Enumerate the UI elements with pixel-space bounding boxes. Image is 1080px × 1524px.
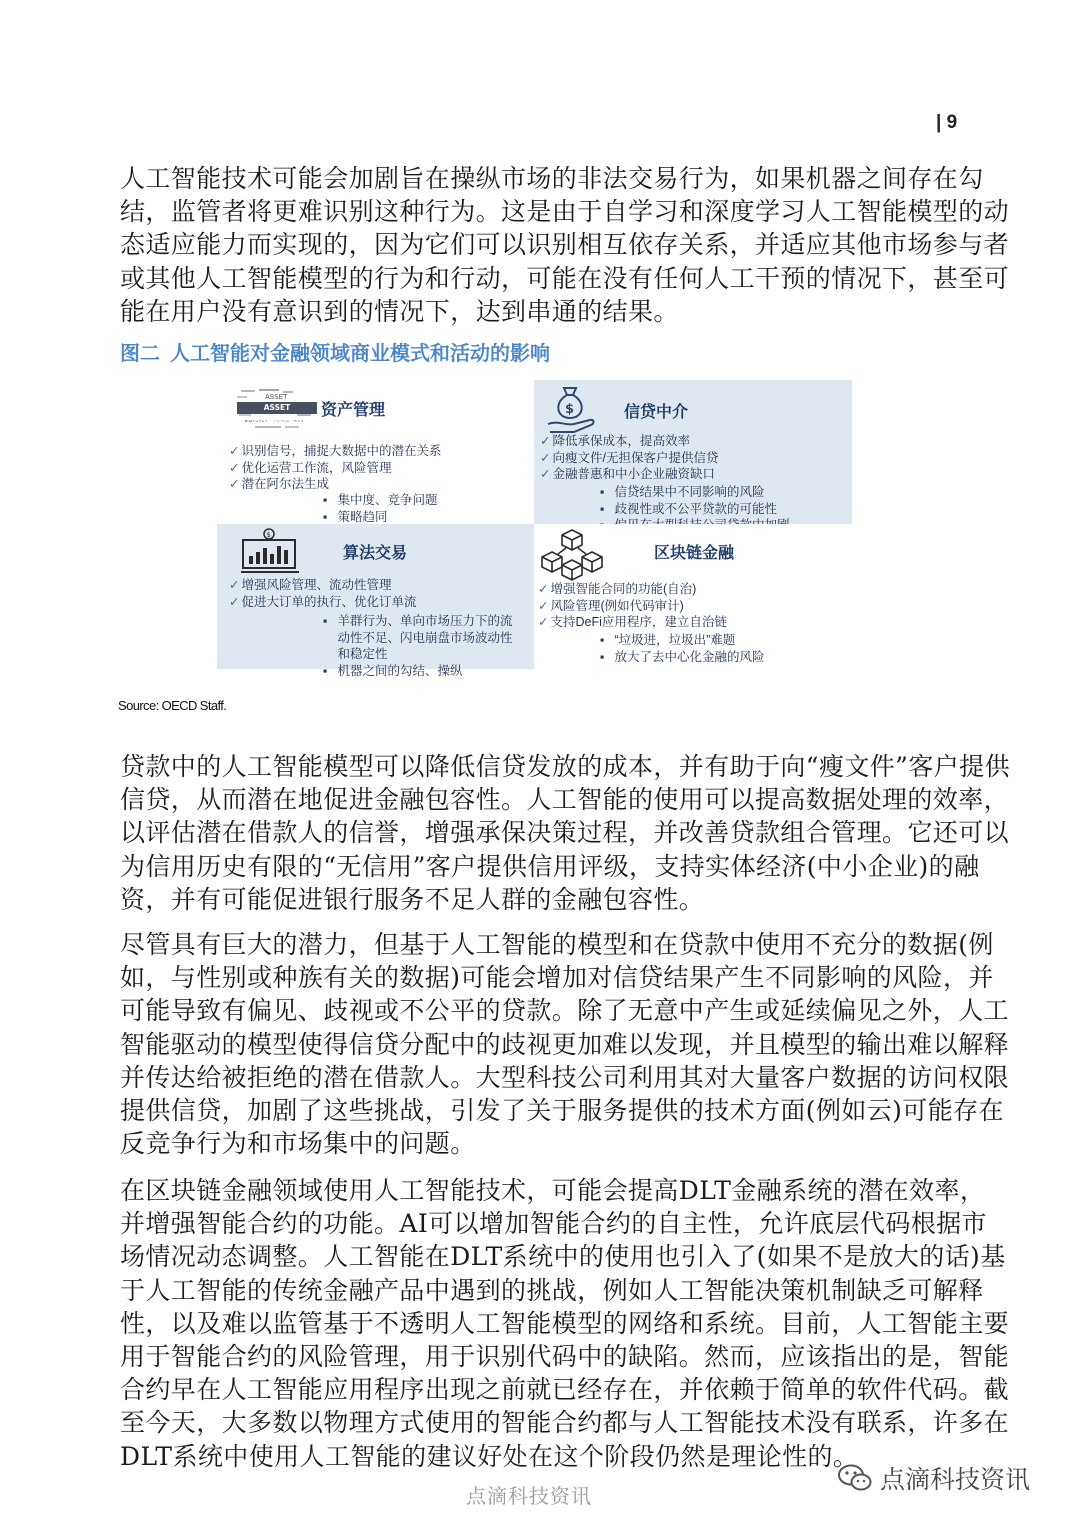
list-item: ✓ 促进大订单的执行、优化订单流 [229, 594, 417, 611]
algo-trading-risks [323, 613, 512, 679]
wechat-icon [838, 1464, 872, 1492]
algo-trading-title: 算法交易 [343, 543, 408, 562]
panel-lending [534, 380, 852, 524]
list-item: 动性不足、闪电崩盘市场波动性 [337, 630, 513, 645]
lending-bullets [540, 433, 718, 483]
list-item: ✓ 支持DeFi应用程序，建立自治链 [538, 614, 727, 631]
list-item: ✓ 优化运营工作流，风险管理 [229, 460, 442, 477]
panel-algo-trading [217, 524, 534, 678]
list-item: ▪ 羊群行为、单向市场压力下的流 [323, 613, 512, 630]
page-number: | 9 [936, 112, 958, 133]
paragraph-blockchain: 在区块链金融领域使用人工智能技术，可能会提高DLT金融系统的潜在效率，并增强智能合约的功能。AI可以增加智能合约的自主性，允许底层代码根据市场情况动态调整。人工智能在DLT系统中的使用也引入了(如果不是放大的话)基于人工智能的传统金融产品中遇到的挑战，例如人工智能决策机制缺乏可解释性，以及难以监管基于不透明人工智能模型的网络和系统。目前，人工智能主要用于智能合约的风险管理，用于识别代码中的缺陷。然而，应该指出的是，智能合约早在人工智能应用程序出现之前就已经存在，并依赖于简单的软件代码。截至今天，大多数以物理方式使用的智能合约都与人工智能技术没有联系，许多在DLT系统中使用人工智能的建议好处在这个阶段仍然是理论性的。 [120, 1176, 1010, 1471]
figure-caption [120, 337, 550, 366]
paragraph-bias-risk: 尽管具有巨大的潜力，但基于人工智能的模型和在贷款中使用不充分的数据(例如，与性别或种族有关的数据)可能会增加对信贷结果产生不同影响的风险，并可能导致有偏见、歧视或不公平的贷款。除了无意中产生或延续偏见之外，人工智能驱动的模型使得信贷分配中的歧视更加难以发现，并且模型的输出难以解释并传达给被拒绝的潜在借款人。大型科技公司利用其对大量客户数据的访问权限提供信贷，加剧了这些挑战，引发了关于服务提供的技术方面(例如云)可能存在反竞争行为和市场集中的问题。 [120, 930, 1010, 1159]
list-item: ✓ 增强风险管理、流动性管理 [229, 577, 417, 594]
list-item: ✓ 识别信号，捕捉大数据中的潜在关系 [229, 443, 442, 460]
asset-management-bullets [229, 443, 442, 493]
list-item: ✓ 潜在阿尔法生成 [229, 476, 442, 493]
list-item: ✓ 增强智能合同的功能(自治) [538, 581, 727, 598]
asset-management-icon-text: ASSET MANAGEMENT [237, 402, 317, 414]
watermark-text: 点滴科技资讯 [466, 1484, 592, 1508]
asset-management-title: 资产管理 [321, 400, 386, 419]
lending-title: 信贷中介 [624, 402, 689, 421]
list-item: ✓ 降低承保成本，提高效率 [540, 433, 718, 450]
algo-trading-bullets [229, 577, 417, 610]
list-item: ✓ 金融普惠和中小企业融资缺口 [540, 466, 718, 483]
panel-blockchain-finance [534, 524, 852, 669]
asset-management-risks [323, 492, 437, 525]
figure-label: 图二 [120, 341, 160, 365]
list-item: ▪ 信贷结果中不同影响的风险 [600, 484, 789, 501]
blockchain-bullets [538, 581, 727, 631]
list-item: ▪ 策略趋同 [323, 509, 437, 526]
blockchain-risks [600, 632, 764, 665]
blockchain-title: 区块链金融 [654, 543, 735, 562]
list-item: ▪ 歧视性或不公平贷款的可能性 [600, 501, 789, 518]
list-item: ✓ 向瘦文件/无担保客户提供信贷 [540, 450, 718, 467]
paragraph-market-manipulation: 人工智能技术可能会加剧旨在操纵市场的非法交易行为，如果机器之间存在勾结，监管者将更难识别这种行为。这是由于自学习和深度学习人工智能模型的动态适应能力而实现的，因为它们可以识别相互依存关系，并适应其他市场参与者或其他人工智能模型的行为和行动，可能在没有任何人工干预的情况下，甚至可能在用户没有意识到的情况下，达到串通的结果。 [120, 164, 1010, 326]
list-item: ▪ “垃圾进，垃圾出”难题 [600, 632, 764, 649]
blockchain-cubes-icon [542, 528, 606, 582]
wechat-account-badge [838, 1460, 1030, 1496]
paragraph-lending: 贷款中的人工智能模型可以降低信贷发放的成本，并有助于向“瘦文件”客户提供信贷，从而潜在地促进金融包容性。人工智能的使用可以提高数据处理的效率，以评估潜在借款人的信誉，增强承保决策过程，并改善贷款组合管理。它还可以为信用历史有限的“无信用”客户提供信用评级，支持实体经济(中小企业)的融资，并有可能促进银行服务不足人群的金融包容性。 [120, 752, 1010, 914]
svg-text:$: $ [565, 402, 575, 417]
list-item: ▪ 机器之间的勾结、操纵 [323, 663, 512, 680]
list-item: ✓ 风险管理(例如代码审计) [538, 598, 727, 615]
figure-source: Source: OECD Staff. [118, 698, 227, 713]
list-item: ▪ 集中度、竞争问题 [323, 492, 437, 509]
panel-asset-management [217, 380, 534, 524]
trading-chart-screen-icon [239, 528, 301, 574]
svg-text:$: $ [266, 531, 271, 539]
money-bag-hand-icon [544, 382, 598, 434]
figure-title: 人工智能对金融领域商业模式和活动的影响 [170, 341, 550, 365]
list-item: 和稳定性 [337, 647, 388, 661]
wechat-account-name: 点滴科技资讯 [880, 1465, 1031, 1494]
svg-text:ASSET: ASSET [265, 393, 288, 401]
list-item: ▪ 放大了去中心化金融的风险 [600, 649, 764, 666]
